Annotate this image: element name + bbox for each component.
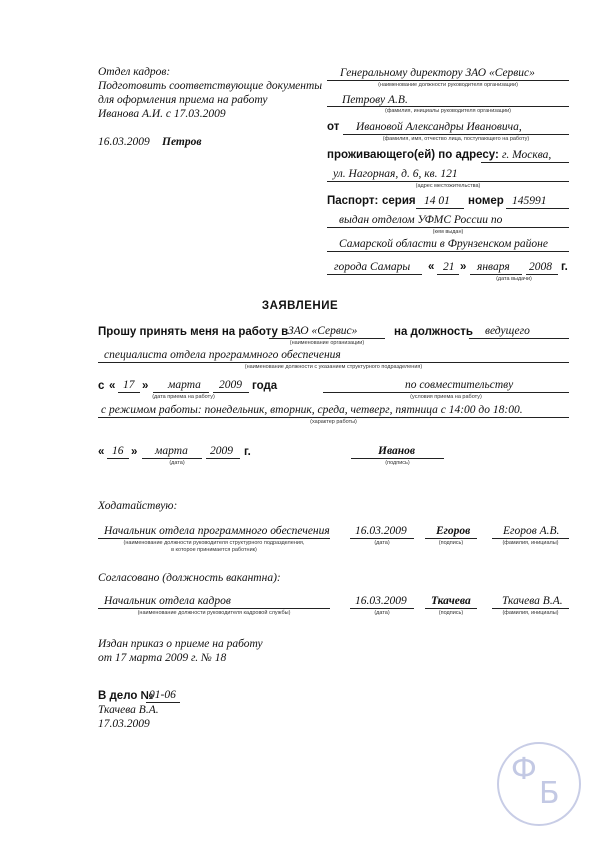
street-value: ул. Нагорная, д. 6, кв. 121	[333, 168, 458, 180]
agreed-position: Начальник отдела кадров	[104, 595, 231, 607]
sign-year: 2009	[210, 445, 233, 457]
document-title: ЗАЯВЛЕНИЕ	[261, 300, 339, 312]
petition-position-line	[98, 538, 330, 539]
hr-note-line2: Подготовить соответствующие документы	[98, 80, 323, 92]
issued-month: января	[477, 261, 510, 273]
sign-quote-open: «	[98, 446, 105, 458]
issued-line1	[327, 227, 569, 228]
applicant-signature: Иванов	[378, 445, 416, 457]
agreed-date-line	[350, 608, 414, 609]
issued-quote-close: »	[460, 261, 467, 273]
street-line	[327, 181, 569, 182]
agreed-name-line	[492, 608, 569, 609]
start-caption: (дата приема на работу)	[152, 394, 215, 400]
issued-day-line	[437, 274, 459, 275]
agreed-name: Ткачева В.А.	[502, 595, 563, 607]
from-line	[343, 134, 569, 135]
agreed-signature-line	[425, 608, 477, 609]
signature-line	[351, 458, 444, 459]
petition-signature: Егоров	[436, 525, 471, 537]
position-line1	[469, 338, 569, 339]
petition-label: Ходатайствую:	[98, 500, 178, 512]
schedule-line	[98, 417, 569, 418]
city-line	[481, 162, 569, 163]
position-line2	[98, 362, 569, 363]
agreed-signature: Ткачева	[431, 595, 471, 607]
sign-date-caption: (дата)	[169, 460, 185, 466]
number-line	[506, 208, 569, 209]
addressee-position-caption: (наименование должности руководителя организации)	[378, 82, 518, 88]
residing-label: проживающего(ей) по адресу:	[327, 149, 499, 161]
hr-note-line3: для оформления приема на работу	[98, 94, 268, 106]
sign-day: 16	[112, 445, 124, 457]
start-quote-open: «	[109, 380, 116, 392]
conditions-line	[323, 392, 569, 393]
from-label: от	[327, 121, 340, 133]
issued-value2: Самарской области в Фрунзенском районе	[339, 238, 548, 250]
issued-line3	[327, 274, 422, 275]
signature-caption: (подпись)	[385, 460, 410, 466]
agreed-signature-caption: (подпись)	[438, 610, 464, 616]
addressee-position-line	[327, 80, 569, 81]
issued-line2	[327, 251, 569, 252]
issued-value1: выдан отделом УФМС России по	[339, 214, 503, 226]
position-value2: специалиста отдела программного обеспечения	[104, 349, 341, 361]
addressee-name-caption: (фамилия, инициалы руководителя организации)	[384, 108, 512, 114]
petition-name-line	[492, 538, 569, 539]
issued-caption: (кем выдан)	[432, 229, 464, 235]
start-month-line	[153, 392, 209, 393]
agreed-name-caption: (фамилия, инициалы)	[502, 610, 559, 616]
start-quote-close: »	[142, 380, 149, 392]
passport-label: Паспорт:	[327, 195, 379, 207]
number-value: 145991	[512, 195, 547, 207]
issued-year-suffix: г.	[561, 261, 568, 273]
hr-note-line4: Иванова А.И. с 17.03.2009	[98, 108, 226, 120]
start-month: марта	[168, 379, 201, 391]
petition-signature-caption: (подпись)	[438, 540, 464, 546]
issued-value3: города Самары	[334, 261, 411, 273]
conditions-value: по совместительству	[405, 379, 514, 391]
filing-number: 01-06	[149, 689, 176, 701]
org-value: ЗАО «Сервис»	[288, 325, 358, 337]
number-label: номер	[468, 195, 504, 207]
addressee-position: Генеральному директору ЗАО «Сервис»	[340, 67, 535, 79]
agreed-position-caption: (наименование должности руководителя кадровой службы)	[137, 610, 291, 616]
sign-year-line	[206, 458, 240, 459]
hr-note-signature: Петров	[162, 136, 202, 148]
filing-name: Ткачева В.А.	[98, 704, 159, 716]
addressee-name-line	[327, 106, 569, 107]
petition-date-caption: (дата)	[374, 540, 390, 546]
petition-name: Егоров А.В.	[503, 525, 560, 537]
org-caption: (наименование организации)	[289, 340, 365, 346]
address-caption: (адрес местожительства)	[415, 183, 481, 189]
org-line	[269, 338, 385, 339]
filing-label: В дело №	[98, 690, 154, 702]
petition-position: Начальник отдела программного обеспечения	[104, 525, 330, 537]
sign-day-line	[107, 458, 129, 459]
series-value: 14 01	[424, 195, 450, 207]
agreed-label: Согласовано (должность вакантна):	[98, 572, 281, 584]
from-value: Ивановой Александры Ивановича,	[356, 121, 522, 133]
position-caption: (наименование должности с указанием структурного подразделения)	[244, 364, 423, 370]
request-label: Прошу принять меня на работу в	[98, 326, 289, 338]
issued-date-caption: (дата выдачи)	[496, 276, 532, 282]
start-day-line	[118, 392, 140, 393]
start-year-label: года	[252, 380, 278, 392]
addressee-name: Петрову А.В.	[342, 94, 408, 106]
watermark-letter-f: Ф	[511, 752, 537, 787]
city-value: г. Москва,	[502, 149, 552, 161]
issued-quote-open: «	[428, 261, 435, 273]
sign-month-line	[142, 458, 202, 459]
issued-year: 2008	[529, 261, 552, 273]
petition-position-caption2: в которое принимается работник)	[171, 547, 257, 553]
sign-quote-close: »	[131, 446, 138, 458]
filing-date: 17.03.2009	[98, 718, 150, 730]
sign-year-suffix: г.	[244, 446, 251, 458]
sign-month: марта	[155, 445, 188, 457]
watermark-logo	[497, 742, 581, 826]
position-label: на должность	[394, 326, 473, 338]
petition-name-caption: (фамилия, инициалы)	[502, 540, 559, 546]
start-year-line	[213, 392, 249, 393]
petition-signature-line	[425, 538, 477, 539]
agreed-date-caption: (дата)	[374, 610, 390, 616]
hr-note-line1: Отдел кадров:	[98, 66, 171, 78]
petition-position-caption1: (наименование должности руководителя структурного подразделения,	[123, 540, 305, 546]
watermark-letter-b: Б	[539, 776, 560, 811]
conditions-caption: (условия приема на работу)	[410, 394, 482, 400]
agreed-position-line	[98, 608, 330, 609]
schedule-value: с режимом работы: понедельник, вторник, среда, четверг, пятница с 14:00 до 18:00.	[101, 404, 523, 416]
petition-date-line	[350, 538, 414, 539]
from-caption: (фамилия, имя, отчество лица, поступающего на работу)	[382, 136, 530, 142]
issued-month-line	[470, 274, 522, 275]
issued-day: 21	[443, 261, 455, 273]
agreed-date: 16.03.2009	[355, 595, 407, 607]
filing-number-line	[146, 702, 180, 703]
series-line	[416, 208, 464, 209]
start-day: 17	[123, 379, 135, 391]
series-label: серия	[382, 195, 416, 207]
petition-date: 16.03.2009	[355, 525, 407, 537]
order-line2: от 17 марта 2009 г. № 18	[98, 652, 227, 664]
issued-year-line	[526, 274, 558, 275]
position-value1: ведущего	[485, 325, 530, 337]
hr-note-date: 16.03.2009	[98, 136, 150, 148]
order-line1: Издан приказ о приеме на работу	[98, 638, 263, 650]
schedule-caption: (характер работы)	[310, 419, 357, 425]
start-year: 2009	[219, 379, 242, 391]
start-from-label: с	[98, 380, 105, 392]
